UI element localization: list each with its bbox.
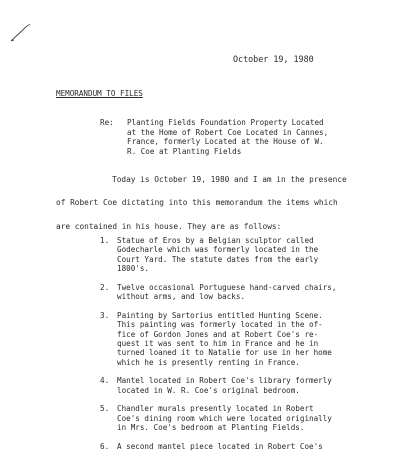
item-line: which he is presently renting in France. [117, 357, 300, 367]
item-number: 6. [100, 441, 110, 451]
item-line: A second mantel piece located in Robert Coe's [117, 441, 323, 451]
item-text [117, 442, 396, 451]
item-line: Court Yard. The statute dates from the early [117, 254, 319, 264]
item-line: Statue of Eros by a Belgian sculptor called [117, 236, 314, 245]
item-line: fice of Gordon Jones and at Robert Coe's re- [117, 329, 319, 339]
item-line: Chandler murals presently located in Robert [117, 404, 314, 414]
list-item [100, 376, 396, 395]
item-text [117, 236, 396, 274]
item-text [117, 311, 396, 367]
re-subject [127, 118, 377, 156]
item-line: without arms, and low backs. [117, 292, 246, 302]
intro-line: of Robert Coe dictating into this memorandum the items which [56, 198, 338, 208]
item-line: Coe's dining room which were located originally [117, 413, 332, 423]
pen-mark-icon [8, 22, 32, 44]
item-line: 1800's. [117, 264, 150, 274]
item-number: 1. [100, 236, 110, 245]
item-line: quest it was sent to him in France and he in [117, 339, 319, 349]
item-line: Twelve occasional Portuguese hand-carved chairs, [117, 282, 337, 292]
item-list [100, 236, 396, 460]
item-line: This painting was formerly located in the of- [117, 320, 323, 330]
item-number: 3. [100, 310, 110, 320]
item-text [117, 376, 396, 395]
item-text [117, 283, 396, 302]
list-item [100, 311, 396, 367]
item-text [117, 404, 396, 432]
intro-line: Today is October 19, 1980 and I am in the presence [112, 175, 347, 184]
intro-paragraph [56, 168, 347, 238]
list-item [100, 283, 396, 302]
list-item [100, 236, 396, 274]
list-item [100, 442, 396, 451]
item-line: located in W. R. Coe's original bedroom. [117, 385, 300, 395]
re-label: Re: [100, 118, 114, 127]
item-line: Mantel located in Robert Coe's library formerly [117, 376, 332, 386]
item-line: turned loaned it to Natalie for use in her home [117, 348, 332, 358]
item-number: 5. [100, 404, 110, 414]
memo-date: October 19, 1980 [233, 54, 314, 64]
list-item [100, 404, 396, 432]
item-line: Painting by Sartorius entitled Hunting Scene. [117, 310, 323, 320]
re-line: Planting Fields Foundation Property Located [127, 118, 324, 127]
intro-line: are contained in his house. They are as follows: [56, 221, 282, 231]
re-line: at the Home of Robert Coe Located in Cannes, [127, 127, 329, 137]
item-number: 2. [100, 282, 110, 292]
re-line: France, formerly Located at the House of W. [127, 137, 324, 147]
item-line: in Mrs. Coe's bedroom at Planting Fields. [117, 423, 305, 433]
item-line: Godecharle which was formerly located in the [117, 245, 319, 255]
item-number: 4. [100, 376, 110, 386]
memo-heading: MEMORANDUM TO FILES [56, 89, 143, 98]
re-line: R. Coe at Planting Fields [127, 146, 242, 156]
